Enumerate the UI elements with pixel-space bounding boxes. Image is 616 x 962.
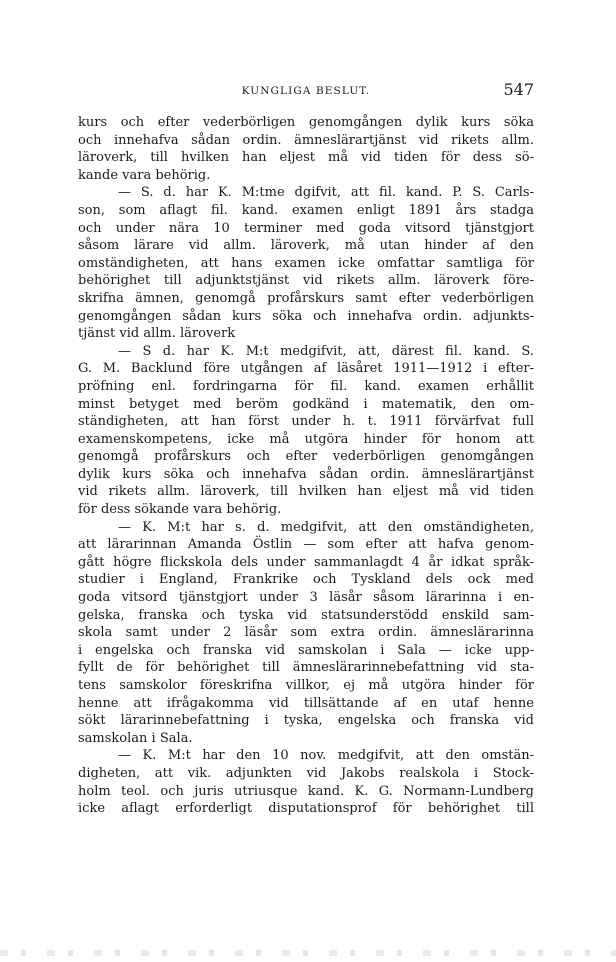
text-line: holm teol. och juris utriusque kand. K. G. Normann-Lundberg <box>78 783 534 799</box>
text-line: läroverk, till hvilken han eljest må vid tiden för dess sö- <box>78 150 534 166</box>
text-line: tjänst vid allm. läroverk <box>78 326 236 342</box>
text-line: icke aflagt erforderligt disputationsprof för behörighet till <box>78 801 534 817</box>
text-line: dylik kurs söka och innehafva sådan ordin. ämneslärartjänst <box>78 466 534 482</box>
text-line: skrifna ämnen, genomgå profårskurs samt efter vederbörligen <box>78 290 534 306</box>
text-line: tens samskolor föreskrifna villkor, ej må utgöra hinder för <box>78 678 534 693</box>
text-line: och under nära 10 terminer med goda vitsord tjänstgjort <box>78 220 534 236</box>
text-line: att lärarinnan Amanda Östlin — som efter att hafva genom- <box>78 537 534 553</box>
text-line: i engelska och franska vid samskolan i Sala — icke upp- <box>78 642 534 658</box>
text-line: för dess sökande vara behörig. <box>78 502 282 518</box>
text-line: sökt lärarinnebefattning i tyska, engelska och franska vid <box>78 713 534 729</box>
text-line: — K. M:t har den 10 nov. medgifvit, att den omstän- <box>118 748 534 764</box>
text-line: gelska, franska och tyska vid statsunderstödd enskild sam- <box>78 607 534 623</box>
text-line: gått högre flickskola dels under sammanlagdt 4 år idkat språk- <box>78 554 534 570</box>
page-header <box>78 80 534 102</box>
text-line: — K. M:t har s. d. medgifvit, att den omständigheten, <box>118 519 534 535</box>
text-line: vid rikets allm. läroverk, till hvilken han eljest må vid tiden <box>78 484 534 500</box>
text-line: skola samt under 2 läsår som extra ordin. ämneslärarinna <box>78 625 534 641</box>
text-line: genomgången sådan kurs söka och innehafva ordin. adjunkts- <box>78 308 534 324</box>
text-line: pröfning enl. fordringarna för fil. kand. examen erhållit <box>78 378 534 394</box>
text-line: ständigheten, att han först under h. t. 1911 förvärfvat full <box>78 414 534 430</box>
text-line: kurs och efter vederbörligen genomgången dylik kurs söka <box>78 115 534 130</box>
text-line: och innehafva sådan ordin. ämneslärartjänst vid rikets allm. <box>78 132 534 148</box>
text-line: samskolan i Sala. <box>78 730 193 746</box>
text-line: — S. d. har K. M:tme dgifvit, att fil. kand. P. S. Carls- <box>118 185 534 201</box>
page-number: 547 <box>503 80 534 99</box>
text-line: kande vara behörig. <box>78 167 211 183</box>
text-line: G. M. Backlund före utgången af läsåret 1911—1912 i efter- <box>78 361 534 377</box>
text-line: goda vitsord tjänstgjort under 3 läsår såsom lärarinna i en- <box>78 590 534 606</box>
text-line: minst betyget med beröm godkänd i matematik, den om- <box>78 396 534 412</box>
text-line: behörighet till adjunktstjänst vid rikets allm. läroverk före- <box>78 273 534 289</box>
text-line: henne att ifrågakomma vid tillsättande af en utaf henne <box>78 695 534 711</box>
text-line: digheten, att vik. adjunkten vid Jakobs realskola i Stock- <box>78 765 534 781</box>
text-line: fyllt de för behörighet till ämneslärarinnebefattning vid sta- <box>78 660 534 676</box>
scan-edge-artifact <box>0 950 616 956</box>
running-head: KUNGLIGA BESLUT. <box>241 85 371 97</box>
text-line: genomgå profårskurs och efter vederbörligen genomgången <box>78 449 534 465</box>
text-line: — S d. har K. M:t medgifvit, att, därest fil. kand. S. <box>118 343 534 359</box>
text-line: omständigheten, att hans examen icke omfattar samtliga för <box>78 255 534 271</box>
text-line: såsom lärare vid allm. läroverk, må utan hinder af den <box>78 238 534 254</box>
text-line: examenskompetens, icke må utgöra hinder för honom att <box>78 431 534 447</box>
body-text <box>78 114 534 818</box>
text-line: studier i England, Frankrike och Tyskland dels ock med <box>78 572 534 588</box>
text-line: son, som aflagt fil. kand. examen enligt 1891 års stadga <box>78 202 534 218</box>
